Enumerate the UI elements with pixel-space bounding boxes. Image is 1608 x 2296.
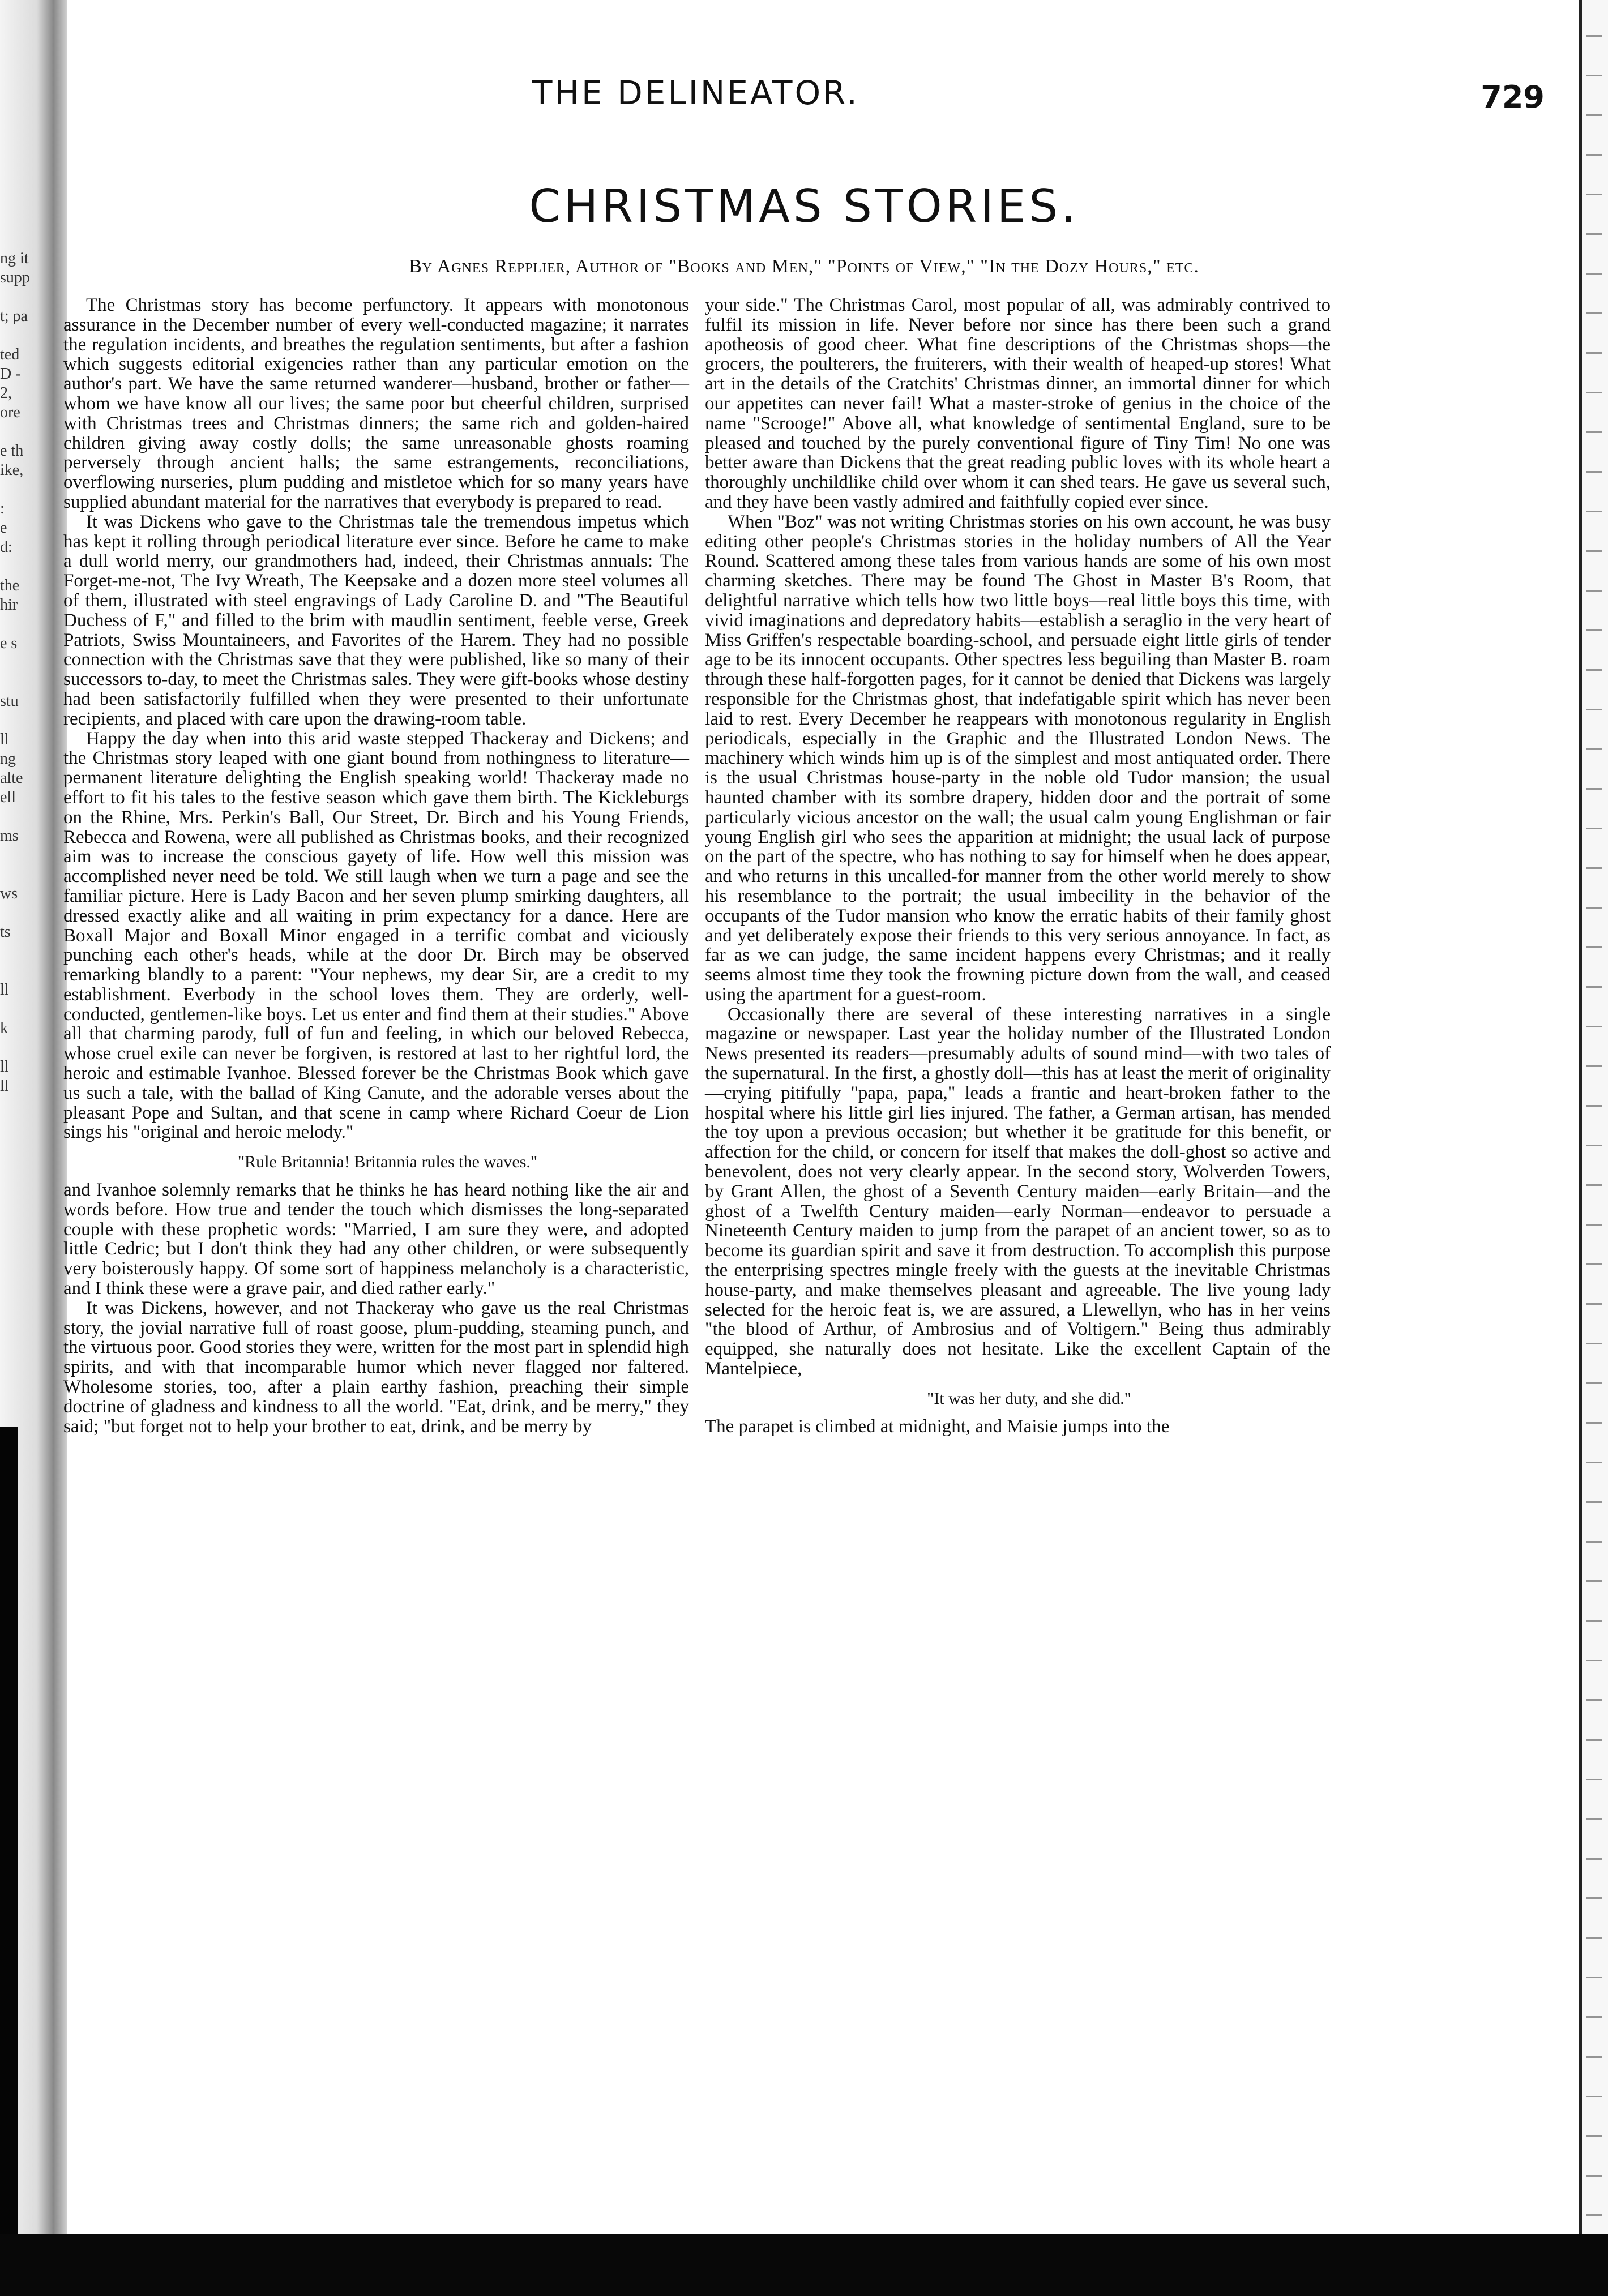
scan-bottom-border xyxy=(0,2234,1608,2296)
paragraph-continued: and Ivanhoe solemnly remarks that he thinks he has heard nothing like the air and words before. How true and tender the touch which dismisses the long-separated couple with these prophetic words: "Married, I am sure they were, and adopted little Cedric; but I don't think they had any other children, or were subsequently very boisterously happy. Of some sort of happiness melancholy is a characteristic, and I think these were a grave pair, and died rather early." xyxy=(63,1180,689,1299)
margin-fragment: ng xyxy=(0,750,16,768)
margin-fragment: stu xyxy=(0,692,19,710)
margin-fragment: e th xyxy=(0,442,24,460)
margin-fragment: hir xyxy=(0,596,18,614)
margin-fragment xyxy=(0,903,62,923)
scan-dark-margin xyxy=(0,1427,18,2296)
margin-fragment: ll xyxy=(0,1077,9,1095)
margin-fragment: d: xyxy=(0,538,12,556)
margin-fragment xyxy=(0,480,62,499)
paragraph: It was Dickens who gave to the Christmas tale the tremendous impetus which has kept it rolling through periodical literature ever since. Before he came to make a dull world merry, our grandmothers had, indeed, their Christmas annuals: The Forget-me-not, The Ivy Wreath, The Keepsake and a dozen more steel volumes all of them, illustrated with steel engravings of Lady Caroline D. and "The Beautiful Duchess of F," and filled to the brim with maudlin sentiment, feeble verse, Greek Patriots, Swiss Mountaineers, and Favorites of the Harem. They had no possible connection with the Christmas save that they were published, like so many of their successors to-day, to meet the Christmas sales. They were gift-books whose destiny had been satisfactorily fulfilled when they were presented to their unfortunate recipients, and placed with care upon the drawing-room table. xyxy=(63,511,689,729)
margin-fragment xyxy=(0,942,62,961)
margin-fragment: supp xyxy=(0,269,30,286)
article-title: CHRISTMAS STORIES. xyxy=(529,180,1079,233)
running-head: THE DELINEATOR. xyxy=(532,74,859,112)
paragraph-continued: The parapet is climbed at midnight, and Maisie jumps into the xyxy=(705,1416,1170,1437)
byline: By Agnes Repplier, Author of "Books and Men," "Points of View," "In the Dozy Hours," etc. xyxy=(409,256,1199,277)
margin-fragment xyxy=(0,288,62,307)
paragraph-continued: your side." The Christmas Carol, most popular of all, was admirably contrived to fulfil its mission in life. Never before nor since has there been such a grand apotheosis of good cheer. What fine descriptions of the Christmas shops—the grocers, the poulterers, the fruiterers, with their wealth of heaped-up stores! What art in the details of the Cratchits' Christmas dinner, an immortal dinner for which our appetites can never fail! What a master-stroke of genius in the choice of the name "Scrooge!" Above all, what knowledge of sentimental England, sure to be pleased and touched by the purely conventional figure of Tiny Tim! No one was better aware than Dickens that the great reading public loves with its whole heart a thoroughly unchildlike child over whom it can shed tears. He gave us several such, and they have been vastly admired and faithfully copied ever since. xyxy=(705,295,1331,512)
margin-fragment xyxy=(0,326,62,345)
margin-fragment: t; pa xyxy=(0,307,28,325)
margin-fragment: : xyxy=(0,500,5,517)
margin-fragment xyxy=(0,807,62,826)
margin-fragment: e s xyxy=(0,635,18,652)
margin-fragment: 2, xyxy=(0,384,12,402)
page-number: 729 xyxy=(1481,79,1545,115)
margin-fragment: alte xyxy=(0,769,23,787)
margin-fragment: ike, xyxy=(0,461,24,479)
paragraph: When "Boz" was not writing Christmas stories on his own account, he was busy editing other people's Christmas stories in the holiday numbers of All the Year Round. Scattered among these tales from various hands are some of his own most charming sketches. There may be found The Ghost in Master B's Room, that delightful narrative which tells how two little boys—real little boys this time, with vivid imaginations and depredatory habits—establish a seraglio in the very heart of Miss Griffen's respectable boarding-school, and persuade eight little girls of tender age to be its innocent occupants. Other spectres less beguiling than Master B. roam through these half-forgotten pages, for it cannot be denied that Dickens was largely responsible for the Christmas ghost, that indefatigable spirit which has never been laid to rest. Every December he reappears with monotonous regularity in English periodicals, especially in the Graphic and the Illustrated London News. The machinery which winds him up is of the simplest and most antiquated order. There is the usual Christmas house-party in the noble old Tudor mansion; the usual haunted chamber with its sombre drapery, hidden door and the portrait of some particularly vicious ancestor on the wall; the usual calm young Englishman or fair young English girl who sees the apparition at midnight; the usual lack of purpose on the part of the spectre, who has nothing to say for himself when he does appear, and who returns in this uncalled-for manner from the other world merely to show his resemblance to the portrait; the usual imbecility in the behavior of the occupants of the Tudor mansion who know the erratic habits of their family ghost and yet deliberately expose their friends to this very serious annoyance. In fact, as far as we can judge, the same incident happens every Christmas; and it really seems almost time they took the frowning picture down from the wall, and ceased using the apartment for a guest-room. xyxy=(705,511,1331,1005)
margin-fragment xyxy=(0,422,62,442)
margin-fragment: the xyxy=(0,577,20,594)
paragraph: The Christmas story has become perfunctory. It appears with monotonous assurance in the December number of every well-conducted magazine; it narrates the regulation incidents, and breathes the regulation sentiments, but after a fashion which suggests editorial exigencies rather than any particular emotion on the author's part. We have the same returned wanderer—husband, brother or father—whom we have know all our lives; the same poor but cheerful children, surprised with Christmas trees and Christmas dinners; the same rich and golden-haired children giving away costly dolls; the same unreasonable ghosts roaming perversely through ancient halls; the same estrangements, reconciliations, overflowing nurseries, plum pudding and mistletoe which for so many years have supplied abundant material for the narratives that everybody is prepared to read. xyxy=(63,295,689,512)
margin-fragment xyxy=(0,961,62,980)
paragraph: Occasionally there are several of these interesting narratives in a single magazine or newspaper. Last year the holiday number of the Illustrated London News presented its readers—presumably adults of sound mind—with two tales of the supernatural. In the first, a ghostly doll—this has at least the merit of originality—crying pitifully "papa, papa," leads a frantic and heart-broken father to the hospital where his little girl lies injured. The father, a German artisan, has mended the toy upon a previous occasion; but whether it be gratitude for this benefit, or affection for the child, or concern for itself that makes the doll-ghost so active and benevolent, does not very clearly appear. In the second story, Wolverden Towers, by Grant Allen, the ghost of a Seventh Century maiden—early Britain—and the ghost of a Twelfth Century maiden—early Norman—endeavor to persuade a Nineteenth Century maiden to jump from the parapet of an ancient tower, so as to become its guardian spirit and save it from destruction. To accomplish this purpose the enterprising spectres mingle freely with the guests at the inevitable Christmas house-party, and make themselves pleasant and agreeable. The live young lady selected for the heroic feat is, we are assured, a Llewellyn, who has in her veins "the blood of Arthur, of Ambrosius and of Voltigern." Being thus admirably equipped, she naturally does not hesitate. Like the excellent Captain of the Mantelpiece, xyxy=(705,1004,1331,1380)
margin-fragment: e xyxy=(0,519,7,537)
paragraph: Happy the day when into this arid waste stepped Thackeray and Dickens; and the Christmas story leaped with one giant bound from nothingness to literature—permanent literature delighting the English speaking world! Thackeray made no effort to fit his tales to the festive season which gave them birth. The Kickleburgs on the Rhine, Mrs. Perkin's Ball, Our Street, Dr. Birch and his Young Friends, Rebecca and Rowena, were all published as Christmas books, and their recognized aim was to increase the conscious gayety of life. How well this mission was accomplished never need be told. We still laugh when we turn a page and see the familiar picture. Here is Lady Bacon and her seven plump smirking daughters, all dressed exactly alike and all waiting in prim expectancy for a dance. Here are Boxall Major and Boxall Minor engaged in a terrific combat and viciously punching each other's heads, while at the door Dr. Birch may be observed remarking blandly to a parent: "Your nephews, my dear Sir, are a credit to my establishment. Everbody in the school loves them. They are orderly, well-conducted, gentlemen-like boys. Let us enter and find them at their studies." Above all that charming parody, full of fun and feeling, in which our beloved Rebecca, whose cruel exile can never be forgiven, is restored at last to her rightful lord, the heroic and estimable Ivanhoe. Blessed forever be the Christmas Book which gave us such a tale, with the ballad of King Canute, and the adorable verses about the pleasant Pope and Sultan, and that scene in camp where Richard Coeur de Lion sings his "original and heroic melody." xyxy=(63,728,689,1143)
margin-fragment: ll xyxy=(0,731,9,748)
margin-fragment: ell xyxy=(0,789,16,806)
margin-fragment: ws xyxy=(0,885,18,902)
margin-fragment: D - xyxy=(0,365,21,383)
margin-fragment xyxy=(0,557,62,576)
scan-right-edge xyxy=(1579,0,1608,2296)
margin-fragment: ore xyxy=(0,404,20,421)
margin-fragment xyxy=(0,711,62,730)
left-column xyxy=(63,295,689,1436)
margin-fragment xyxy=(0,1000,62,1019)
margin-fragment xyxy=(0,653,62,672)
margin-fragment xyxy=(0,672,62,692)
margin-fragment xyxy=(0,865,62,884)
adjacent-page-fragments xyxy=(0,249,62,1096)
margin-fragment: k xyxy=(0,1020,8,1037)
margin-fragment: ll xyxy=(0,981,9,999)
margin-fragment: ll xyxy=(0,1058,9,1076)
margin-fragment: ts xyxy=(0,923,11,941)
margin-fragment xyxy=(0,846,62,865)
paragraph: It was Dickens, however, and not Thackeray who gave us the real Christmas story, the jovial narrative full of roast goose, plum-pudding, steaming punch, and the virtuous poor. Good stories they were, written for the most part in splendid high spirits, and with that incomparable humor which never flagged nor faltered. Wholesome stories, too, after a plain earthy fashion, preaching their simple doctrine of gladness and kindness to all the world. "Eat, drink, and be merry," they said; "but forget not to help your brother to eat, drink, and be merry by xyxy=(63,1297,689,1437)
margin-fragment: ms xyxy=(0,827,19,845)
margin-fragment: ng it xyxy=(0,250,29,267)
margin-fragment xyxy=(0,615,62,634)
right-column xyxy=(705,295,1331,1436)
block-quote: "Rule Britannia! Britannia rules the waves." xyxy=(237,1153,538,1172)
margin-fragment: ted xyxy=(0,346,20,363)
block-quote: "It was her duty, and she did." xyxy=(927,1389,1131,1408)
margin-fragment xyxy=(0,1038,62,1057)
